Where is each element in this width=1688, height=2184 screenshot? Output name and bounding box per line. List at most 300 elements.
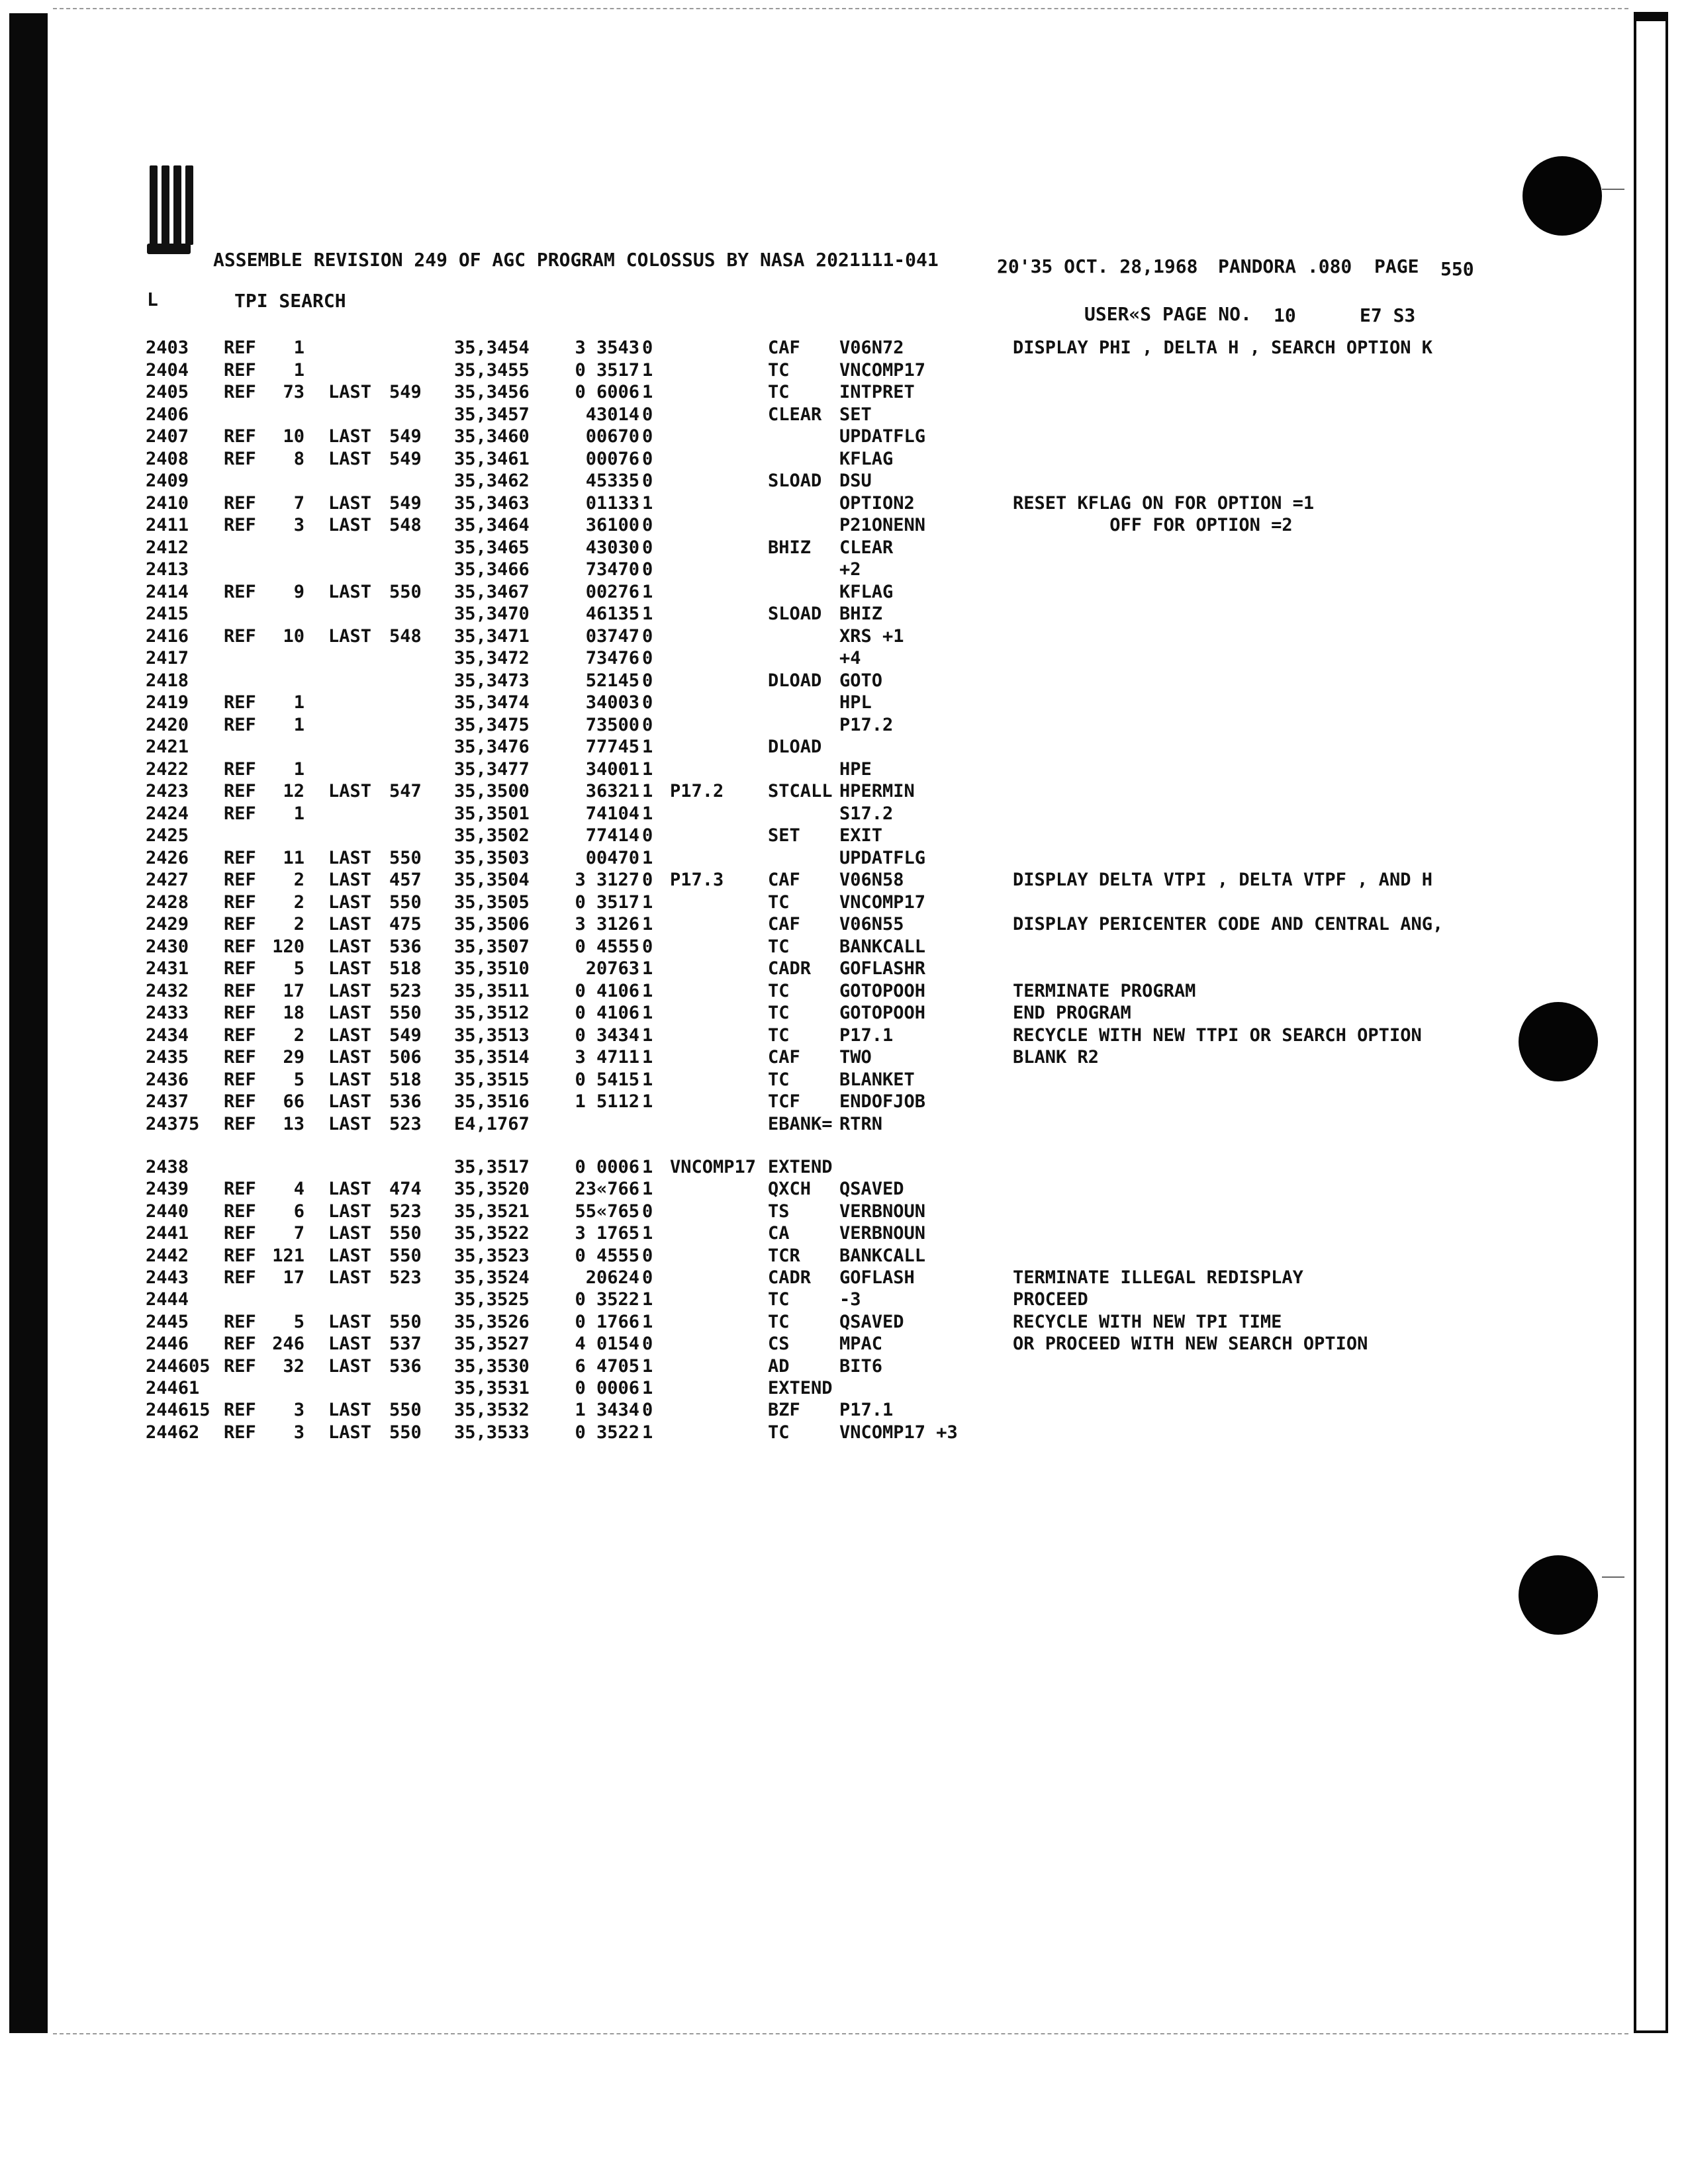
parity-flag: 0 <box>642 825 653 846</box>
last-page: 549 <box>389 448 422 469</box>
line-number: 2438 <box>146 1157 189 1177</box>
operand: GOFLASH <box>839 1267 915 1288</box>
listing-row <box>0 914 1456 935</box>
line-number: 2437 <box>146 1091 189 1112</box>
line-number: 2433 <box>146 1003 189 1023</box>
ref-count: 1 <box>293 803 305 824</box>
address: 35,3460 <box>454 426 530 447</box>
comment: RECYCLE WITH NEW TTPI OR SEARCH OPTION <box>1013 1024 1422 1046</box>
listing-row <box>0 781 1456 802</box>
address: 35,3533 <box>454 1422 530 1443</box>
symbol-label: P17.2 <box>670 781 724 801</box>
listing-row <box>0 892 1456 913</box>
comment: BLANK R2 <box>1013 1047 1100 1068</box>
line-number: 2409 <box>146 471 189 491</box>
last-marker: LAST <box>328 1245 372 1266</box>
last-marker: LAST <box>328 1047 372 1068</box>
bottom-edge-dashes <box>53 2033 1628 2034</box>
last-marker: LAST <box>328 847 372 868</box>
last-marker: LAST <box>328 1179 372 1200</box>
parity-flag: 0 <box>642 426 653 447</box>
page-edge-frame <box>1634 12 1668 2033</box>
ref-marker: REF <box>224 1245 256 1266</box>
operand: HPERMIN <box>839 781 915 801</box>
ref-count: 1 <box>293 758 305 780</box>
last-page: 506 <box>389 1047 422 1068</box>
opcode: CAF <box>768 870 800 890</box>
last-page: 550 <box>389 1223 422 1244</box>
line-number: 2420 <box>146 714 189 735</box>
ref-marker: REF <box>224 1047 256 1068</box>
address: 35,3465 <box>454 537 530 558</box>
ref-count: 120 <box>272 936 305 957</box>
last-marker: LAST <box>328 382 372 402</box>
listing-row <box>0 382 1456 403</box>
operand: MPAC <box>839 1334 883 1355</box>
operand: TWO <box>839 1047 872 1068</box>
symbol-label: P17.3 <box>670 870 724 890</box>
ref-marker: REF <box>224 803 256 824</box>
line-number: 2417 <box>146 648 189 668</box>
ref-marker: REF <box>224 847 256 868</box>
parity-flag: 1 <box>642 382 653 402</box>
octal-word: 43030 <box>585 537 639 558</box>
line-number: 2435 <box>146 1047 189 1068</box>
ref-marker: REF <box>224 1355 256 1377</box>
address: 35,3522 <box>454 1223 530 1244</box>
operand: HPL <box>839 692 872 713</box>
ref-marker: REF <box>224 515 256 535</box>
address: 35,3457 <box>454 404 530 425</box>
address: 35,3523 <box>454 1245 530 1266</box>
line-number: 2416 <box>146 625 189 647</box>
ref-count: 7 <box>293 1223 305 1244</box>
listing-row <box>0 515 1456 536</box>
ref-marker: REF <box>224 958 256 979</box>
operand: P21ONENN <box>839 515 926 535</box>
last-marker: LAST <box>328 492 372 514</box>
octal-word: 77745 <box>585 737 639 757</box>
listing-row <box>0 1179 1456 1200</box>
ref-count: 32 <box>283 1355 305 1377</box>
comment: RESET KFLAG ON FOR OPTION =1 <box>1013 492 1315 514</box>
parity-flag: 0 <box>642 471 653 491</box>
ref-count: 17 <box>283 980 305 1001</box>
last-marker: LAST <box>328 1422 372 1443</box>
last-page: 457 <box>389 870 422 890</box>
opcode: TS <box>768 1201 790 1222</box>
octal-word: 1 5112 <box>575 1091 639 1112</box>
parity-flag: 1 <box>642 758 653 780</box>
parity-flag: 1 <box>642 604 653 624</box>
parity-flag: 0 <box>642 714 653 735</box>
octal-word: 36321 <box>585 781 639 801</box>
address: 35,3532 <box>454 1400 530 1421</box>
listing-row <box>0 559 1456 580</box>
listing-row <box>0 537 1456 559</box>
opcode: DLOAD <box>768 670 822 691</box>
ref-marker: REF <box>224 980 256 1001</box>
parity-flag: 0 <box>642 1400 653 1421</box>
operand: GOTOPOOH <box>839 1003 926 1023</box>
ref-count: 2 <box>293 891 305 913</box>
octal-word: 00276 <box>585 581 639 602</box>
line-number: 2415 <box>146 604 189 624</box>
comment: TERMINATE ILLEGAL REDISPLAY <box>1013 1267 1303 1288</box>
opcode: EXTEND <box>768 1157 833 1177</box>
ref-marker: REF <box>224 936 256 957</box>
page-label: PAGE <box>1374 255 1419 277</box>
last-page: 550 <box>389 847 422 868</box>
ref-count: 246 <box>272 1334 305 1355</box>
ref-marker: REF <box>224 1113 256 1134</box>
opcode: AD <box>768 1355 790 1377</box>
ref-count: 10 <box>283 625 305 647</box>
last-page: 523 <box>389 1113 422 1134</box>
ref-marker: REF <box>224 581 256 602</box>
operand: P17.1 <box>839 1024 894 1046</box>
last-marker: LAST <box>328 1069 372 1090</box>
listing-row <box>0 449 1456 470</box>
opcode: TC <box>768 1422 790 1443</box>
printer-logo-icon <box>147 165 193 258</box>
last-page: 536 <box>389 1355 422 1377</box>
address: 35,3504 <box>454 870 530 890</box>
line-number: 2423 <box>146 781 189 801</box>
address: 35,3464 <box>454 515 530 535</box>
listing-row <box>0 737 1456 758</box>
opcode: TC <box>768 1003 790 1023</box>
listing-row <box>0 759 1456 780</box>
parity-flag: 1 <box>642 1179 653 1200</box>
last-page: 550 <box>389 1400 422 1421</box>
line-number: 24462 <box>146 1422 200 1443</box>
line-number: 2403 <box>146 338 189 358</box>
comment: RECYCLE WITH NEW TPI TIME <box>1013 1311 1282 1332</box>
last-page: 537 <box>389 1334 422 1355</box>
line-number: 2413 <box>146 559 189 580</box>
listing-row <box>0 1025 1456 1046</box>
ref-count: 3 <box>293 515 305 535</box>
operand: SET <box>839 404 872 425</box>
comment: TERMINATE PROGRAM <box>1013 980 1196 1001</box>
octal-word: 0 0006 <box>575 1157 639 1177</box>
address: 35,3455 <box>454 359 530 381</box>
last-page: 475 <box>389 914 422 934</box>
ref-count: 66 <box>283 1091 305 1112</box>
parity-flag: 1 <box>642 1311 653 1332</box>
ref-count: 17 <box>283 1267 305 1288</box>
opcode: QXCH <box>768 1179 812 1200</box>
address: 35,3521 <box>454 1201 530 1222</box>
parity-flag: 1 <box>642 980 653 1001</box>
ref-count: 4 <box>293 1179 305 1200</box>
listing-row <box>0 1246 1456 1267</box>
listing-row <box>0 1047 1456 1068</box>
listing-title: ASSEMBLE REVISION 249 OF AGC PROGRAM COLOSSUS BY NASA 2021111-041 <box>213 249 939 271</box>
octal-word: 45335 <box>585 471 639 491</box>
last-marker: LAST <box>328 1223 372 1244</box>
line-number: 2414 <box>146 581 189 602</box>
parity-flag: 1 <box>642 1289 653 1310</box>
octal-word: 77414 <box>585 825 639 846</box>
address: 35,3474 <box>454 692 530 713</box>
address: 35,3463 <box>454 492 530 514</box>
octal-word: 52145 <box>585 670 639 691</box>
line-number: 244615 <box>146 1400 211 1421</box>
octal-word: 55«765 <box>575 1201 639 1222</box>
opcode: SET <box>768 825 800 846</box>
octal-word: 01133 <box>585 492 639 514</box>
opcode: EXTEND <box>768 1378 833 1398</box>
operand: V06N55 <box>839 914 904 934</box>
listing-row <box>0 825 1456 846</box>
address: 35,3472 <box>454 648 530 668</box>
parity-flag: 0 <box>642 1245 653 1266</box>
octal-word: 73470 <box>585 559 639 580</box>
operand: UPDATFLG <box>839 847 926 868</box>
listing-row <box>0 471 1456 492</box>
address: 35,3477 <box>454 758 530 780</box>
address: 35,3502 <box>454 825 530 846</box>
parity-flag: 0 <box>642 559 653 580</box>
operand: P17.2 <box>839 714 894 735</box>
ref-marker: REF <box>224 714 256 735</box>
octal-word: 1 3434 <box>575 1400 639 1421</box>
ref-marker: REF <box>224 692 256 713</box>
listing-row <box>0 404 1456 426</box>
opcode: EBANK= <box>768 1113 833 1134</box>
parity-flag: 1 <box>642 803 653 824</box>
ref-marker: REF <box>224 1179 256 1200</box>
ref-marker: REF <box>224 781 256 801</box>
listing-row <box>0 582 1456 603</box>
listing-row <box>0 1334 1456 1355</box>
opcode: CS <box>768 1334 790 1355</box>
opcode: DLOAD <box>768 737 822 757</box>
listing-row <box>0 648 1456 669</box>
parity-flag: 1 <box>642 847 653 868</box>
ref-count: 2 <box>293 870 305 890</box>
octal-word: 73476 <box>585 648 639 668</box>
last-marker: LAST <box>328 1267 372 1288</box>
line-number: 2446 <box>146 1334 189 1355</box>
parity-flag: 0 <box>642 515 653 535</box>
operand: XRS +1 <box>839 625 904 647</box>
operand: DSU <box>839 471 872 491</box>
opcode: TC <box>768 1311 790 1332</box>
address: 35,3467 <box>454 581 530 602</box>
last-page: 550 <box>389 891 422 913</box>
last-page: 548 <box>389 625 422 647</box>
parity-flag: 1 <box>642 914 653 934</box>
opcode: CAF <box>768 1047 800 1068</box>
last-page: 550 <box>389 581 422 602</box>
listing-datetime: 20'35 OCT. 28,1968 <box>997 255 1198 277</box>
operand: +4 <box>839 648 861 668</box>
parity-flag: 1 <box>642 492 653 514</box>
operand: GOFLASHR <box>839 958 926 979</box>
parity-flag: 1 <box>642 1355 653 1377</box>
address: 35,3511 <box>454 980 530 1001</box>
line-number: 2443 <box>146 1267 189 1288</box>
address: E4,1767 <box>454 1113 530 1134</box>
listing-row <box>0 1091 1456 1113</box>
ref-count: 12 <box>283 781 305 801</box>
opcode: CADR <box>768 958 812 979</box>
octal-word: 3 4711 <box>575 1047 639 1068</box>
last-page: 548 <box>389 515 422 535</box>
last-page: 474 <box>389 1179 422 1200</box>
octal-word: 43014 <box>585 404 639 425</box>
listing-row <box>0 670 1456 692</box>
ref-count: 73 <box>283 382 305 402</box>
octal-word: 3 3127 <box>575 870 639 890</box>
listing-row <box>0 1069 1456 1091</box>
opcode: CA <box>768 1223 790 1244</box>
ref-marker: REF <box>224 1334 256 1355</box>
listing-row <box>0 493 1456 514</box>
last-page: 549 <box>389 382 422 402</box>
listing-row <box>0 715 1456 736</box>
punch-hole-middle <box>1519 1002 1598 1081</box>
listing-row <box>0 338 1456 359</box>
last-marker: LAST <box>328 1311 372 1332</box>
address: 35,3527 <box>454 1334 530 1355</box>
ref-count: 29 <box>283 1047 305 1068</box>
symbol-label: VNCOMP17 <box>670 1157 757 1177</box>
punch-mark <box>1602 189 1624 190</box>
address: 35,3516 <box>454 1091 530 1112</box>
line-number: 2444 <box>146 1289 189 1310</box>
last-marker: LAST <box>328 1201 372 1222</box>
operand: +2 <box>839 559 861 580</box>
operand: VNCOMP17 <box>839 359 926 381</box>
line-number: 2410 <box>146 492 189 514</box>
last-page: 550 <box>389 1311 422 1332</box>
listing-row <box>0 958 1456 979</box>
comment: PROCEED <box>1013 1289 1088 1310</box>
octal-word: 0 4555 <box>575 936 639 957</box>
opcode: TC <box>768 980 790 1001</box>
operand: GOTOPOOH <box>839 980 926 1001</box>
octal-word: 0 4106 <box>575 1003 639 1023</box>
ref-count: 1 <box>293 359 305 381</box>
line-number: 2445 <box>146 1311 189 1332</box>
line-number: 2442 <box>146 1245 189 1266</box>
parity-flag: 1 <box>642 581 653 602</box>
operand: BIT6 <box>839 1355 883 1377</box>
parity-flag: 1 <box>642 1024 653 1046</box>
operand: V06N58 <box>839 870 904 890</box>
address: 35,3505 <box>454 891 530 913</box>
line-number: 2426 <box>146 847 189 868</box>
opcode: SLOAD <box>768 471 822 491</box>
parity-flag: 1 <box>642 958 653 979</box>
octal-word: 0 6006 <box>575 382 639 402</box>
parity-flag: 0 <box>642 625 653 647</box>
line-number: 2434 <box>146 1024 189 1046</box>
line-number: 2432 <box>146 980 189 1001</box>
ref-marker: REF <box>224 1069 256 1090</box>
opcode: TC <box>768 936 790 957</box>
comment: DISPLAY PHI , DELTA H , SEARCH OPTION K <box>1013 338 1432 358</box>
ref-marker: REF <box>224 758 256 780</box>
operand: P17.1 <box>839 1400 894 1421</box>
operand: CLEAR <box>839 537 894 558</box>
address: 35,3471 <box>454 625 530 647</box>
octal-word: 0 5415 <box>575 1069 639 1090</box>
address: 35,3506 <box>454 914 530 934</box>
user-page-number: 10 <box>1274 304 1296 326</box>
ref-marker: REF <box>224 625 256 647</box>
parity-flag: 0 <box>642 936 653 957</box>
line-number: 2436 <box>146 1069 189 1090</box>
address: 35,3525 <box>454 1289 530 1310</box>
listing-row <box>0 1312 1456 1333</box>
ref-count: 2 <box>293 914 305 934</box>
last-marker: LAST <box>328 1091 372 1112</box>
listing-row <box>0 1422 1456 1443</box>
line-number: 2439 <box>146 1179 189 1200</box>
octal-word: 0 1766 <box>575 1311 639 1332</box>
ref-marker: REF <box>224 870 256 890</box>
parity-flag: 1 <box>642 359 653 381</box>
last-marker: LAST <box>328 625 372 647</box>
last-page: 550 <box>389 1003 422 1023</box>
opcode: TC <box>768 359 790 381</box>
operand: KFLAG <box>839 581 894 602</box>
line-number: 24461 <box>146 1378 200 1398</box>
page-number: 550 <box>1440 258 1474 280</box>
address: 35,3507 <box>454 936 530 957</box>
ref-count: 1 <box>293 338 305 358</box>
operand: BHIZ <box>839 604 883 624</box>
octal-word: 34003 <box>585 692 639 713</box>
listing-row <box>0 1114 1456 1135</box>
operand: HPE <box>839 758 872 780</box>
type-marker: L <box>147 289 158 310</box>
address: 35,3476 <box>454 737 530 757</box>
last-marker: LAST <box>328 448 372 469</box>
comment: DISPLAY PERICENTER CODE AND CENTRAL ANG, <box>1013 914 1444 934</box>
address: 35,3520 <box>454 1179 530 1200</box>
listing-row <box>0 1201 1456 1222</box>
last-marker: LAST <box>328 891 372 913</box>
line-number: 2422 <box>146 758 189 780</box>
operand: VNCOMP17 <box>839 891 926 913</box>
line-number: 2408 <box>146 448 189 469</box>
address: 35,3473 <box>454 670 530 691</box>
octal-word: 0 3517 <box>575 891 639 913</box>
listing-row <box>0 1223 1456 1244</box>
line-number: 2440 <box>146 1201 189 1222</box>
line-number: 2411 <box>146 515 189 535</box>
last-marker: LAST <box>328 1113 372 1134</box>
ref-marker: REF <box>224 914 256 934</box>
operand: BANKCALL <box>839 1245 926 1266</box>
listing-row <box>0 626 1456 647</box>
parity-flag: 1 <box>642 1003 653 1023</box>
comment: OFF FOR OPTION =2 <box>1013 515 1293 535</box>
octal-word: 0 0006 <box>575 1378 639 1398</box>
ref-marker: REF <box>224 1201 256 1222</box>
opcode: CAF <box>768 338 800 358</box>
ref-marker: REF <box>224 359 256 381</box>
parity-flag: 0 <box>642 404 653 425</box>
ref-count: 18 <box>283 1003 305 1023</box>
listing-row <box>0 870 1456 891</box>
